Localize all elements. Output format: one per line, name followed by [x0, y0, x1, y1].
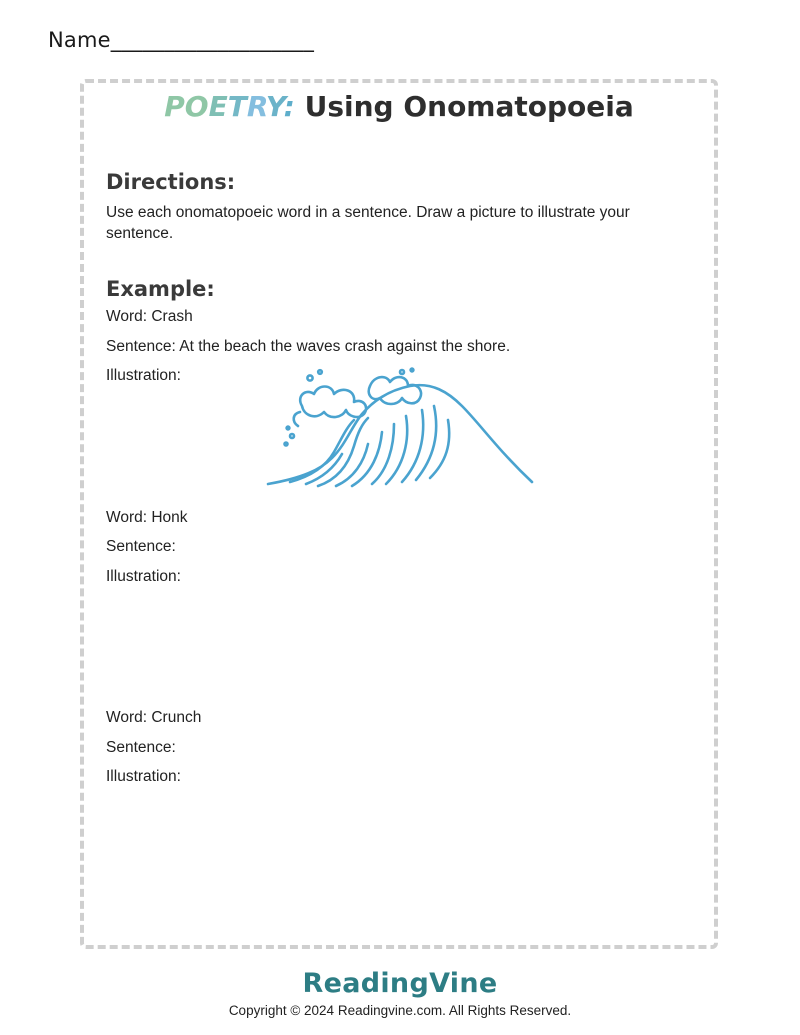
example-illustration-label: Illustration:: [106, 367, 181, 384]
title-letter: T: [227, 90, 247, 123]
worksheet-title: [80, 90, 718, 123]
crunch-sentence-label: Sentence:: [106, 739, 176, 756]
title-rest: Using Onomatopoeia: [294, 90, 634, 123]
crunch-word: Word: Crunch: [106, 709, 202, 726]
honk-word: Word: Honk: [106, 509, 188, 526]
title-poetry-word: [164, 90, 295, 123]
example-heading: Example:: [106, 277, 215, 301]
title-letter: P: [164, 90, 185, 123]
copyright-notice: Copyright © 2024 Readingvine.com. All Rights Reserved.: [228, 1003, 572, 1018]
honk-illustration-label: Illustration:: [106, 568, 181, 585]
ocean-wave-icon: [262, 366, 538, 492]
readingvine-logo: ReadingVine: [302, 968, 498, 999]
honk-sentence-label: Sentence:: [106, 538, 176, 555]
title-letter: E: [208, 90, 228, 123]
title-letter: R: [246, 90, 266, 123]
name-field-label[interactable]: Name___________________: [48, 28, 315, 52]
example-word: Word: Crash: [106, 308, 193, 325]
title-letter: O: [184, 90, 209, 123]
example-sentence: Sentence: At the beach the waves crash against the shore.: [106, 338, 511, 355]
title-letter: :: [283, 90, 295, 123]
title-letter: Y: [265, 90, 284, 123]
directions-heading: Directions:: [106, 170, 236, 194]
crunch-illustration-label: Illustration:: [106, 768, 181, 785]
directions-text: Use each onomatopoeic word in a sentence. Draw a picture to illustrate your sentence.: [106, 204, 630, 242]
